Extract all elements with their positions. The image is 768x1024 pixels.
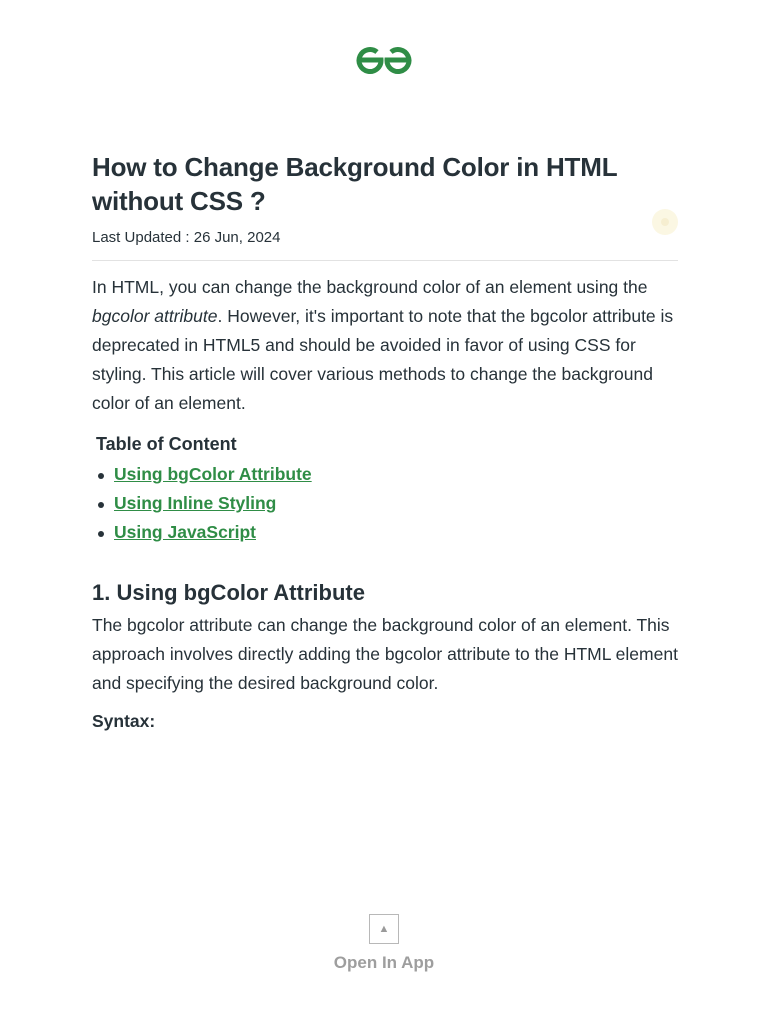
gfg-logo-icon[interactable] (355, 44, 413, 78)
article (92, 150, 678, 734)
toc-item (96, 489, 678, 518)
open-in-app-button[interactable]: Open In App (333, 953, 435, 972)
toc-link-inline-styling[interactable]: Using Inline Styling (114, 493, 277, 513)
toc-link-javascript[interactable]: Using JavaScript (114, 522, 256, 542)
last-updated: Last Updated : 26 Jun, 2024 (92, 229, 281, 246)
page-title: How to Change Background Color in HTML without CSS ? (92, 152, 617, 216)
table-of-content (96, 430, 678, 547)
toc-title: Table of Content (96, 434, 237, 454)
toc-item (96, 460, 678, 489)
header (0, 44, 768, 78)
intro-text-2: . However, it's important to note that the bgcolor attribute is deprecated in HTML5 and should be avoided in favor of using CSS for styling. This article will cover various methods to change the background color of an element. (92, 306, 674, 413)
open-in-app-banner (0, 914, 768, 973)
toc-link-bgcolor[interactable]: Using bgColor Attribute (114, 464, 312, 484)
section-body: The bgcolor attribute can change the background color of an element. This approach involves directly adding the bgcolor attribute to the HTML element and specifying the desired background color. (92, 615, 678, 693)
intro-text-1: In HTML, you can change the background color of an element using the (92, 277, 648, 297)
intro-emphasis: bgcolor attribute (92, 306, 218, 326)
divider (92, 260, 678, 261)
syntax-label: Syntax: (92, 711, 156, 731)
toc-list (96, 460, 678, 547)
broken-image-icon[interactable]: ▲ (369, 914, 399, 944)
section-heading: 1. Using bgColor Attribute (92, 580, 365, 605)
intro-paragraph (92, 273, 678, 418)
toc-item (96, 518, 678, 547)
